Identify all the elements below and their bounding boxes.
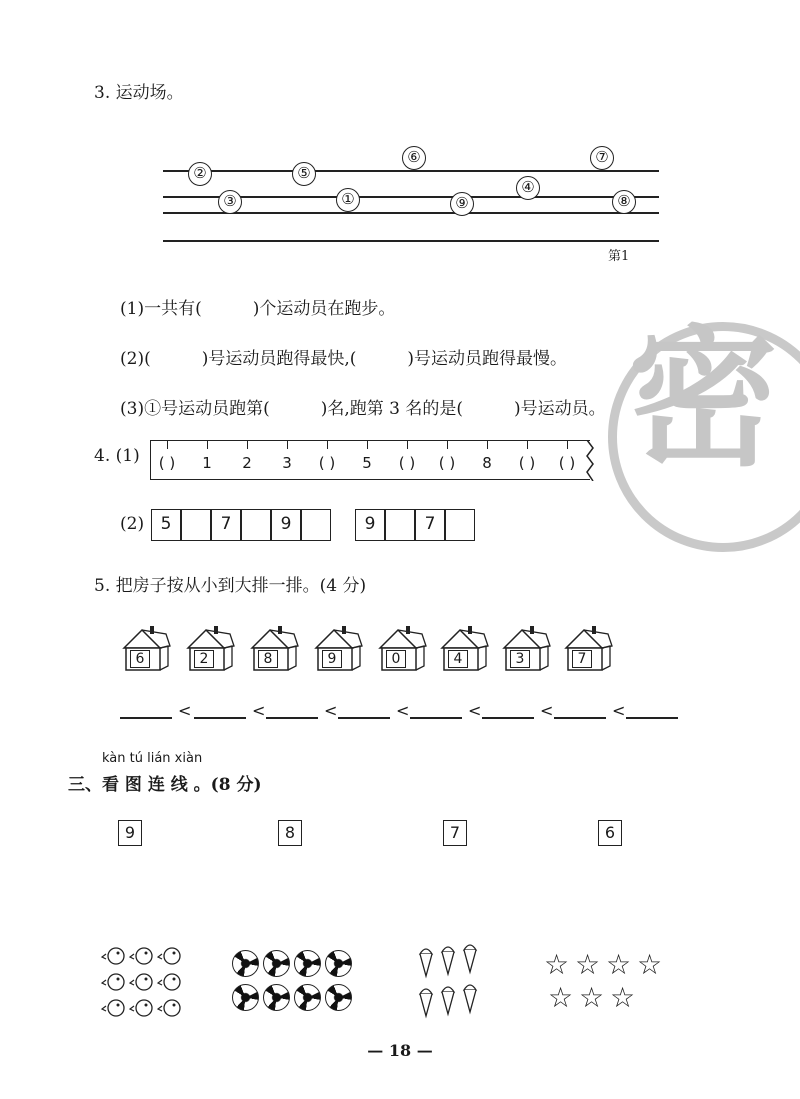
house-number: 9 (322, 650, 342, 668)
sequence-cell[interactable] (385, 509, 415, 541)
runner (326, 174, 376, 236)
runner-number: ④ (516, 176, 540, 200)
answer-blank[interactable] (194, 717, 246, 719)
answer-blank[interactable] (266, 717, 318, 719)
star-icon: ☆ (610, 981, 636, 1014)
ruler-item: 2 (242, 454, 252, 472)
less-than-sign: < (396, 701, 410, 720)
runner-number: ⑧ (612, 190, 636, 214)
runner (440, 178, 490, 240)
match-number[interactable]: 7 (443, 820, 467, 846)
house (120, 624, 172, 672)
match-number[interactable]: 8 (278, 820, 302, 846)
house (500, 624, 552, 672)
answer-blank[interactable] (410, 717, 462, 719)
ruler-item: ( ) (518, 454, 536, 472)
sequence-cell: 7 (211, 509, 241, 541)
house-number: 7 (572, 650, 592, 668)
q3-sub1: (1)一共有( )个运动员在跑步。 (120, 299, 396, 319)
less-than-sign: < (252, 701, 266, 720)
q3-title: 3. 运动场。 (94, 83, 184, 103)
runner-number: ① (336, 188, 360, 212)
less-than-sign: < (178, 701, 192, 720)
runner-number: ⑤ (292, 162, 316, 186)
runner (392, 132, 442, 194)
soccer-ball-icon (294, 950, 321, 977)
star-icon: ☆ (548, 981, 574, 1014)
sequence-cell[interactable] (301, 509, 331, 541)
match-number[interactable]: 9 (118, 820, 142, 846)
runner (602, 176, 652, 238)
soccer-ball-icon (325, 950, 352, 977)
runner-number: ⑦ (590, 146, 614, 170)
house-number: 3 (510, 650, 530, 668)
runner-number: ② (188, 162, 212, 186)
less-than-sign: < (324, 701, 338, 720)
seal-character: 密 (628, 313, 779, 487)
q4-label2: (2) (120, 514, 145, 534)
sequence-cell[interactable] (445, 509, 475, 541)
star-icon: ☆ (575, 948, 601, 981)
house-number: 2 (194, 650, 214, 668)
first-place-label: 第1 (608, 249, 630, 264)
ruler-item: ( ) (318, 454, 336, 472)
ruler-item: 8 (482, 454, 492, 472)
ice-cream-icons (418, 944, 480, 1024)
star-icon: ☆ (637, 948, 663, 981)
ruler-item: 3 (282, 454, 292, 472)
q3-sub2: (2)( )号运动员跑得最快,( )号运动员跑得最慢。 (120, 349, 568, 369)
runner-number: ③ (218, 190, 242, 214)
q3-sub3: (3)①号运动员跑第( )名,跑第 3 名的是( )号运动员。 (120, 399, 606, 419)
answer-blank[interactable] (554, 717, 606, 719)
house (562, 624, 614, 672)
runner-number: ⑨ (450, 192, 474, 216)
sequence-cell: 9 (271, 509, 301, 541)
soccer-ball-icon (232, 950, 259, 977)
sequence-cell[interactable] (181, 509, 211, 541)
sequence-cell: 5 (151, 509, 181, 541)
page-number: — 18 — (367, 1041, 433, 1060)
track-line-4 (163, 240, 659, 242)
answer-blank[interactable] (626, 717, 678, 719)
house (184, 624, 236, 672)
answer-blank[interactable] (482, 717, 534, 719)
ruler-item: ( ) (158, 454, 176, 472)
q5-title: 5. 把房子按从小到大排一排。(4 分) (94, 576, 367, 596)
star-icon: ☆ (579, 981, 605, 1014)
runner-number: ⑥ (402, 146, 426, 170)
ruler-item: ( ) (558, 454, 576, 472)
ruler-item: 5 (362, 454, 372, 472)
house (312, 624, 364, 672)
soccer-ball-icon (294, 984, 321, 1011)
q4-label1: 4. (1) (94, 446, 140, 466)
sequence-cell: 9 (355, 509, 385, 541)
less-than-sign: < (612, 701, 626, 720)
house-number: 6 (130, 650, 150, 668)
house-number: 8 (258, 650, 278, 668)
answer-blank[interactable] (338, 717, 390, 719)
runner (282, 148, 332, 210)
house (438, 624, 490, 672)
ruler-item: 1 (202, 454, 212, 472)
soccer-ball-icon (263, 950, 290, 977)
ruler-item: ( ) (438, 454, 456, 472)
house (376, 624, 428, 672)
ruler-item: ( ) (398, 454, 416, 472)
section-pinyin: kàn tú lián xiàn (102, 751, 203, 766)
answer-blank[interactable] (120, 717, 172, 719)
chick-icons (100, 942, 190, 1022)
ruler-break (585, 440, 599, 481)
runner (506, 162, 556, 224)
less-than-sign: < (468, 701, 482, 720)
runner (208, 176, 258, 238)
house-number: 4 (448, 650, 468, 668)
star-icon: ☆ (544, 948, 570, 981)
sequence-cell: 7 (415, 509, 445, 541)
star-icon: ☆ (606, 948, 632, 981)
soccer-ball-icon (232, 984, 259, 1011)
soccer-ball-icon (325, 984, 352, 1011)
soccer-ball-icon (263, 984, 290, 1011)
house-number: 0 (386, 650, 406, 668)
less-than-sign: < (540, 701, 554, 720)
match-number[interactable]: 6 (598, 820, 622, 846)
house (248, 624, 300, 672)
section-title: 三、看 图 连 线 。(8 分) (68, 775, 262, 795)
sequence-cell[interactable] (241, 509, 271, 541)
